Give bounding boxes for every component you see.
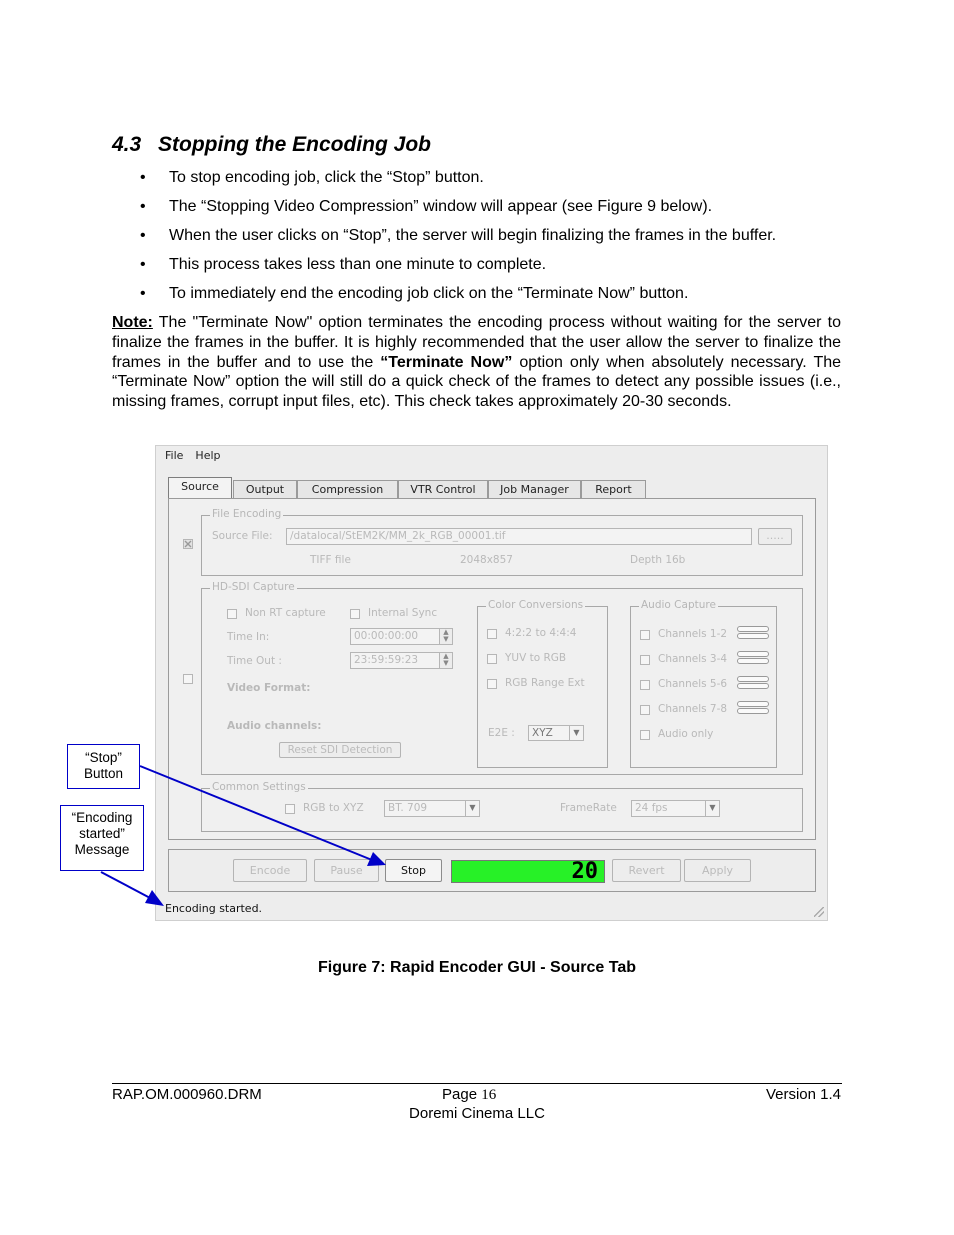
common-settings-title: Common Settings xyxy=(212,781,306,793)
stop-button-callout: “Stop” Button xyxy=(67,744,140,789)
tab-output[interactable]: Output xyxy=(233,480,297,498)
frame-counter: 20 xyxy=(451,860,605,883)
resolution-text: 2048x857 xyxy=(460,554,513,566)
time-out-input[interactable]: 23:59:59:23 xyxy=(350,652,440,669)
hdsdi-title: HD-SDI Capture xyxy=(212,581,295,593)
status-message: Encoding started. xyxy=(165,902,263,915)
note-label: Note: xyxy=(112,314,153,331)
footer-divider xyxy=(112,1083,842,1084)
menu-file[interactable]: File xyxy=(165,449,184,462)
channels-34-label: Channels 3-4 xyxy=(658,653,728,665)
stop-arrow-icon xyxy=(140,766,386,866)
status-arrow-icon xyxy=(101,872,164,906)
menu-help[interactable]: Help xyxy=(195,449,221,462)
list-item: • To immediately end the encoding job click on the “Terminate Now” button. xyxy=(140,285,689,302)
bullet-icon: • xyxy=(140,169,146,186)
e2e-select[interactable]: XYZ ▼ xyxy=(528,725,584,741)
footer-page: Page 16 xyxy=(442,1086,497,1103)
bt-select[interactable]: BT. 709 ▼ xyxy=(384,800,480,817)
bullet-icon: • xyxy=(140,198,146,215)
source-file-label: Source File: xyxy=(212,530,273,542)
framerate-label: FrameRate xyxy=(560,802,617,814)
color-conversions-title: Color Conversions xyxy=(488,599,584,611)
stop-button[interactable]: Stop xyxy=(385,859,442,882)
non-rt-label: Non RT capture xyxy=(245,607,326,619)
audio-capture-title: Audio Capture xyxy=(641,599,716,611)
list-item: • To stop encoding job, click the “Stop” button. xyxy=(140,169,484,186)
apply-button[interactable]: Apply xyxy=(684,859,751,882)
footer-company: Doremi Cinema LLC xyxy=(409,1105,545,1122)
channels-12-label: Channels 1-2 xyxy=(658,628,728,640)
time-in-spinner[interactable]: ▲ ▼ xyxy=(439,628,453,645)
audio-channels-label: Audio channels: xyxy=(227,720,322,732)
reset-sdi-button[interactable]: Reset SDI Detection xyxy=(279,742,401,758)
channels-78-label: Channels 7-8 xyxy=(658,703,728,715)
time-out-label: Time Out : xyxy=(227,655,282,667)
encoding-started-callout: “Encoding started” Message xyxy=(60,805,144,871)
e2e-label: E2E : xyxy=(488,727,515,739)
bullet-icon: • xyxy=(140,256,146,273)
audio-only-label: Audio only xyxy=(658,728,714,740)
file-type-text: TIFF file xyxy=(310,554,351,566)
time-in-input[interactable]: 00:00:00:00 xyxy=(350,628,440,645)
depth-text: Depth 16b xyxy=(630,554,686,566)
yuv-rgb-label: YUV to RGB xyxy=(505,652,567,664)
list-item: • The “Stopping Video Compression” window will appear (see Figure 9 below). xyxy=(140,198,713,215)
bullet-icon: • xyxy=(140,227,146,244)
browse-button[interactable]: ..... xyxy=(758,528,792,545)
file-encoding-title: File Encoding xyxy=(212,508,282,520)
section-title: Stopping the Encoding Job xyxy=(158,133,431,156)
channels-56-label: Channels 5-6 xyxy=(658,678,728,690)
time-out-spinner[interactable]: ▲ ▼ xyxy=(439,652,453,669)
revert-button[interactable]: Revert xyxy=(612,859,681,882)
footer-version: Version 1.4 xyxy=(765,1086,841,1103)
rgb-range-label: RGB Range Ext xyxy=(505,677,585,689)
tab-report[interactable]: Report xyxy=(581,480,646,498)
encode-button[interactable]: Encode xyxy=(233,859,307,882)
internal-sync-label: Internal Sync xyxy=(368,607,438,619)
chevron-down-icon: ▼ xyxy=(465,801,479,816)
figure-caption: Figure 7: Rapid Encoder GUI - Source Tab xyxy=(318,959,636,976)
chevron-down-icon: ▼ xyxy=(705,801,719,816)
time-in-label: Time In: xyxy=(227,631,270,643)
page-number: 16 xyxy=(481,1087,497,1103)
section-number: 4.3 xyxy=(112,133,142,156)
list-item: • This process takes less than one minute to complete. xyxy=(140,256,547,273)
framerate-select[interactable]: 24 fps ▼ xyxy=(631,800,720,817)
rgb-xyz-label: RGB to XYZ xyxy=(303,802,364,814)
bullet-icon: • xyxy=(140,285,146,302)
chevron-down-icon: ▼ xyxy=(569,726,583,740)
pause-button[interactable]: Pause xyxy=(314,859,379,882)
tab-compression[interactable]: Compression xyxy=(297,480,398,498)
note-paragraph: Note: The "Terminate Now" option terminates the encoding process without waiting for the server to finalize the frames in the buffer. It is highly recommended that the user allow the server to finalize the frames in the buffer and to use the “Terminate Now” option only when absolutely necessary. The “Terminate Now” option the will still do a quick check of the frames to detect any possible issues (i.e., missing frames, corrupt input files, etc). This check takes approximately 20-30 seconds. xyxy=(112,314,842,411)
video-format-label: Video Format: xyxy=(227,682,311,694)
source-file-input[interactable]: /datalocal/StEM2K/MM_2k_RGB_00001.tif xyxy=(286,528,752,545)
tab-source[interactable]: Source xyxy=(168,477,232,499)
tab-job-manager[interactable]: Job Manager xyxy=(488,480,581,498)
tab-vtr-control[interactable]: VTR Control xyxy=(398,480,488,498)
conv-422-label: 4:2:2 to 4:4:4 xyxy=(505,627,577,639)
list-item: • When the user clicks on “Stop”, the server will begin finalizing the frames in the buffer. xyxy=(140,227,777,244)
footer-doc-id: RAP.OM.000960.DRM xyxy=(112,1086,262,1103)
